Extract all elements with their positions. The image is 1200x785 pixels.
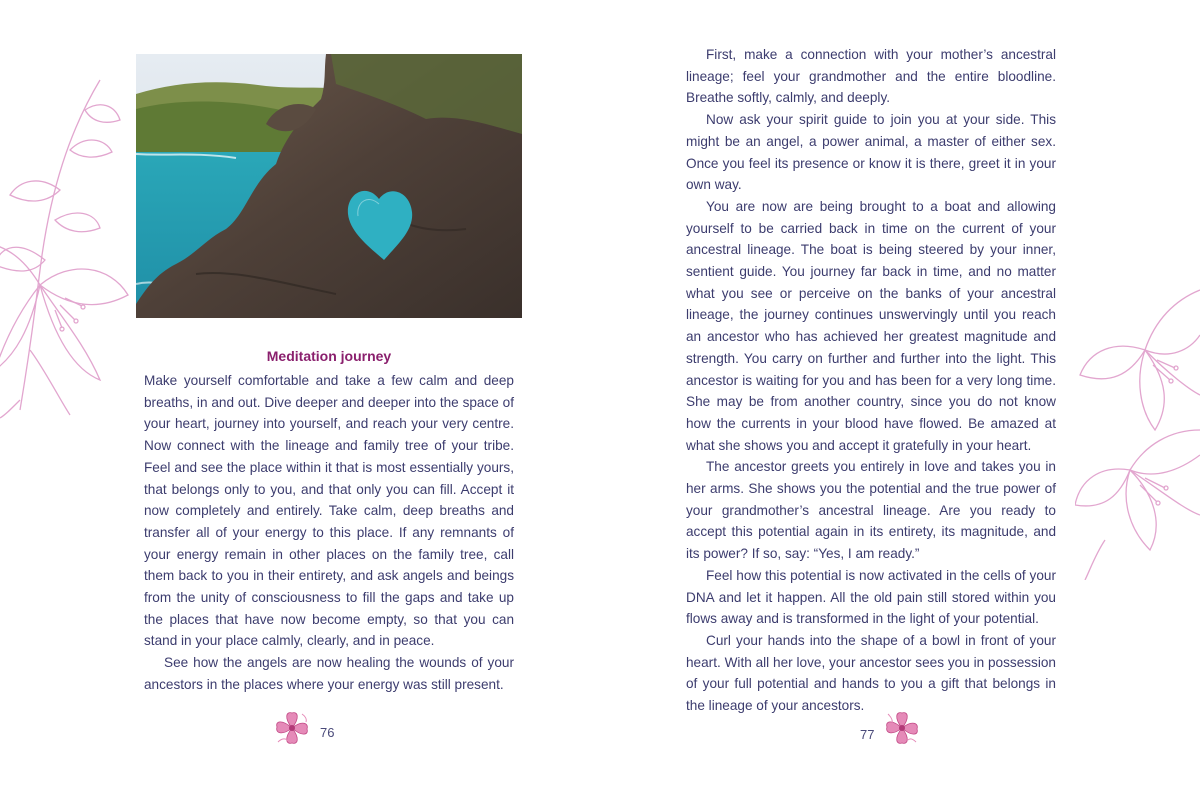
paragraph: Now ask your spirit guide to join you at your side. This might be an angel, a power animal, a master of either sex. Once you feel its presence or know it is there, greet it in your own way. [686, 112, 1056, 193]
section-heading: Meditation journey [266, 348, 392, 364]
paragraph: Curl your hands into the shape of a bowl in front of your heart. With all her love, your ancestor sees you in possession of your full potential and hands to you a gift that belongs in the lineage of your ancestors. [686, 632, 1056, 714]
left-page-body [144, 370, 514, 696]
lily-outline-icon [1075, 280, 1200, 580]
page-number: 76 [320, 724, 335, 740]
paragraph: Feel how this potential is now activated in the cells of your DNA and let it happen. All the old pain still stored within you flows away and is transformed in the light of your potential. [686, 567, 1056, 627]
paragraph: You are now are being brought to a boat and allowing yourself to be carried back in time on the current of your ancestral lineage. The boat is being steered by your inner, sentient guide. You journey far back in time, and no matter what you see or perceive on the banks of your ancestral lineage, the journey continues unswervingly until you reach an ancestor who has achieved her greatest magnitude and strength. You carry on further and further into the light. This ancestor is waiting for you and has been for a very long time. She may be from another country, since you do not know how the currents in your blood have flowed. Be amazed at what she shows you and accept it gratefully in your heart. [686, 198, 1056, 453]
right-page-footer [860, 708, 922, 748]
hibiscus-flower-icon [882, 708, 922, 748]
paragraph: Make yourself comfortable and take a few calm and deep breaths, in and out. Dive deeper and deeper into the space of your heart, journey into yourself, and reach your very centre. Now connect with the lineage and family tree of your tribe. Feel and see the place within it that is most essentially yours, that belongs only to you, and that only you can fill. Accept it now completely and entirely. Take calm, deep breaths and transfer all of your energy to this place. If any remnants of your energy remain in other places on the family tree, call them back to you in their entirety, and ask angels and beings from the unity of consciousness to fill the gaps and take up the places that have now become empty, so that you can stand in your place calmly, clearly, and in peace. [144, 373, 514, 649]
paragraph: First, make a connection with your mother’s ancestral lineage; feel your grandmother and the entire bloodline. Breathe softly, calmly, and deeply. [686, 47, 1056, 106]
lily-outline-icon [0, 70, 135, 420]
paragraph: The ancestor greets you entirely in love and takes you in her arms. She shows you the potential and the true power of your grandmother’s ancestral lineage. Are you ready to accept this potential again in its entirety, its magnitude, and its power? If so, say: “Yes, I am ready.” [686, 459, 1056, 562]
left-page-footer [272, 708, 334, 748]
paragraph: See how the angels are now healing the wounds of your ancestors in the places where your energy was still present. [144, 655, 514, 692]
heart-rock-photo [136, 54, 522, 318]
right-page-body [686, 44, 1056, 717]
page-number: 77 [860, 726, 875, 742]
hibiscus-flower-icon [272, 708, 312, 748]
